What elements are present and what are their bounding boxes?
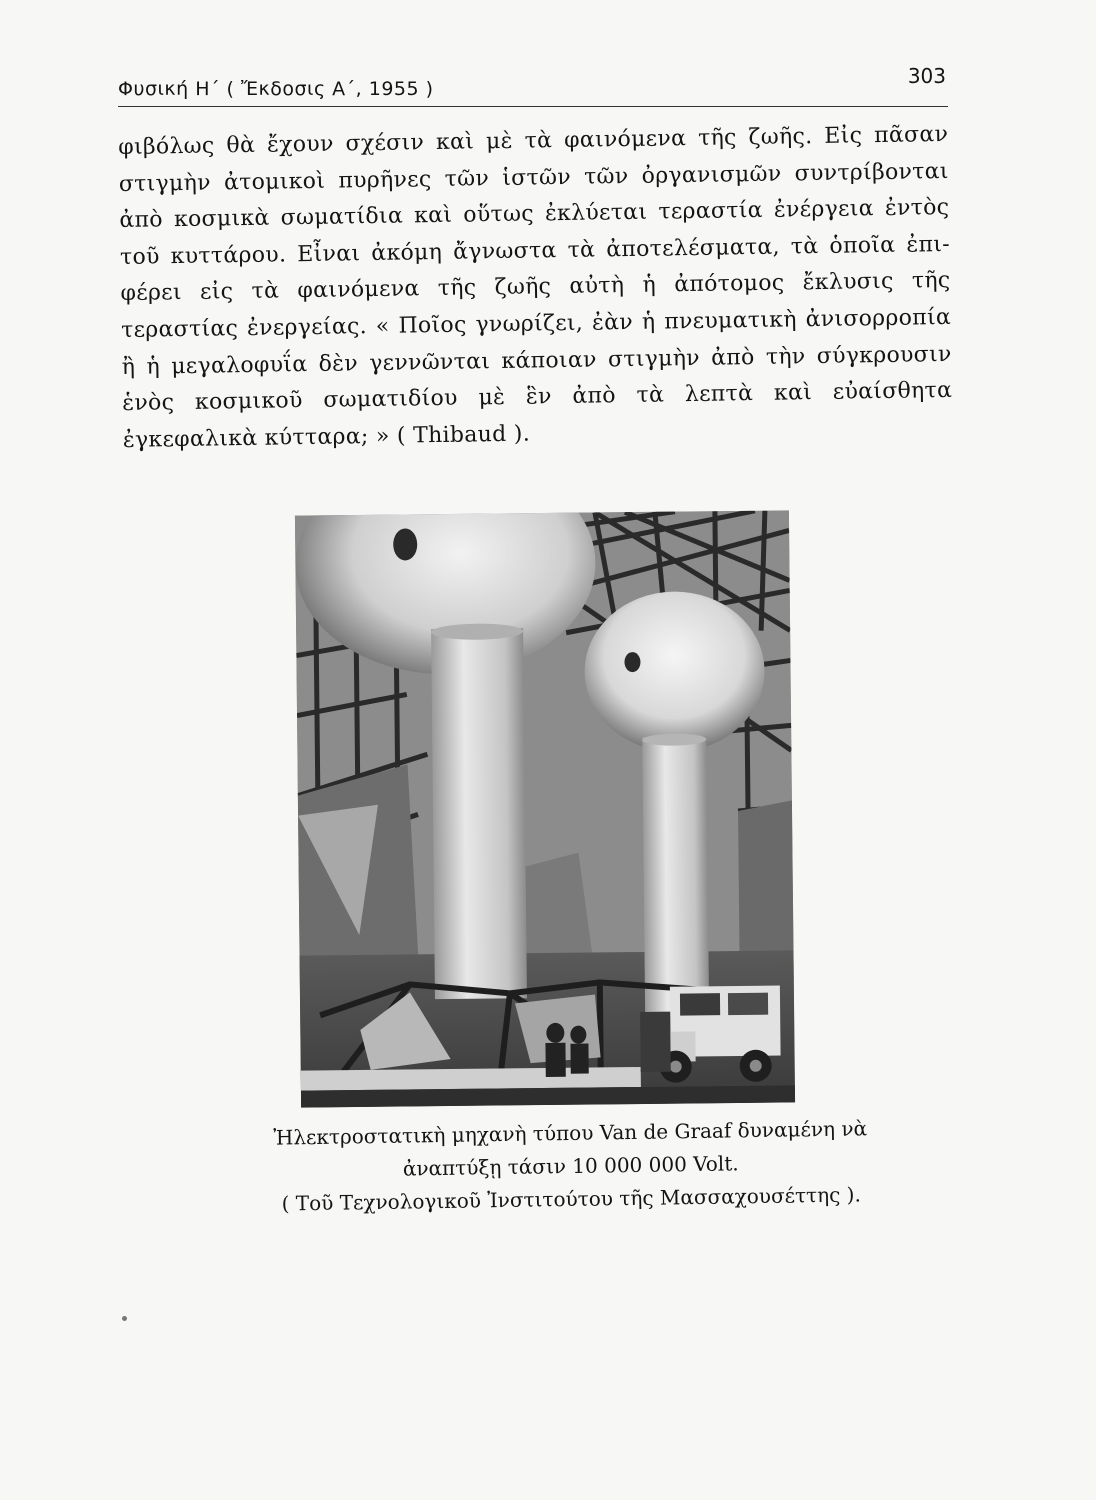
page-number: 303 bbox=[907, 64, 946, 88]
text-line: ἑνὸς κοσμικοῦ σωματιδίου μὲ ἓν ἀπὸ τὰ λεπτὰ καὶ εὐαίσθητα bbox=[122, 378, 953, 417]
text-line: φέρει εἰς τὰ φαινόμενα τῆς ζωῆς αὐτὴ ἡ ἀπότομος ἔκλυσις τῆς bbox=[120, 268, 951, 307]
running-head-title: Φυσική Η΄ ( Ἔκδοσις Α΄, 1955 ) bbox=[118, 78, 434, 100]
text-line: φιβόλως θὰ ἔχουν σχέσιν καὶ μὲ τὰ φαινόμενα τῆς ζωῆς. Εἰς πᾶσαν bbox=[118, 121, 949, 160]
caption-line: ἀναπτύξῃ τάσιν 10 000 000 Volt. bbox=[402, 1151, 739, 1181]
text-line: ἢ ἡ μεγαλοφυΐα δὲν γεννῶνται κάποιαν στιγμὴν ἀπὸ τὴν σύγκρουσιν bbox=[121, 341, 952, 380]
text-line: τεραστίας ἐνεργείας. « Ποῖος γνωρίζει, ἐὰν ἡ πνευματικὴ ἀνισορροπία bbox=[120, 304, 952, 343]
print-speck bbox=[122, 1316, 127, 1321]
caption-line: Ἠλεκτροστατικὴ μηχανὴ τύπου Van de Graaf δυναμένη νὰ bbox=[273, 1116, 868, 1150]
figure-caption bbox=[250, 1112, 891, 1221]
text-line: στιγμὴν ἀτομικοὶ πυρῆνες τῶν ἱστῶν τῶν ὀργανισμῶν συντρίβονται bbox=[118, 158, 949, 197]
van-de-graaff-photo bbox=[295, 510, 795, 1107]
text-line: ἀπὸ κοσμικὰ σωματίδια καὶ οὕτως ἐκλύεται τεραστία ἐνέργεια ἐντὸς bbox=[119, 195, 950, 234]
body-paragraph bbox=[118, 117, 953, 459]
caption-line: ( Τοῦ Τεχνολογικοῦ Ἰνστιτούτου τῆς Μασσαχουσέττης ). bbox=[281, 1182, 862, 1216]
running-head bbox=[118, 64, 948, 107]
text-line: ἐγκεφαλικὰ κύτταρα; » ( Thibaud ). bbox=[122, 421, 531, 453]
text-line: τοῦ κυττάρου. Εἶναι ἀκόμη ἄγνωστα τὰ ἀποτελέσματα, τὰ ὁποῖα ἐπι- bbox=[119, 231, 951, 270]
photo-illustration bbox=[295, 510, 795, 1107]
